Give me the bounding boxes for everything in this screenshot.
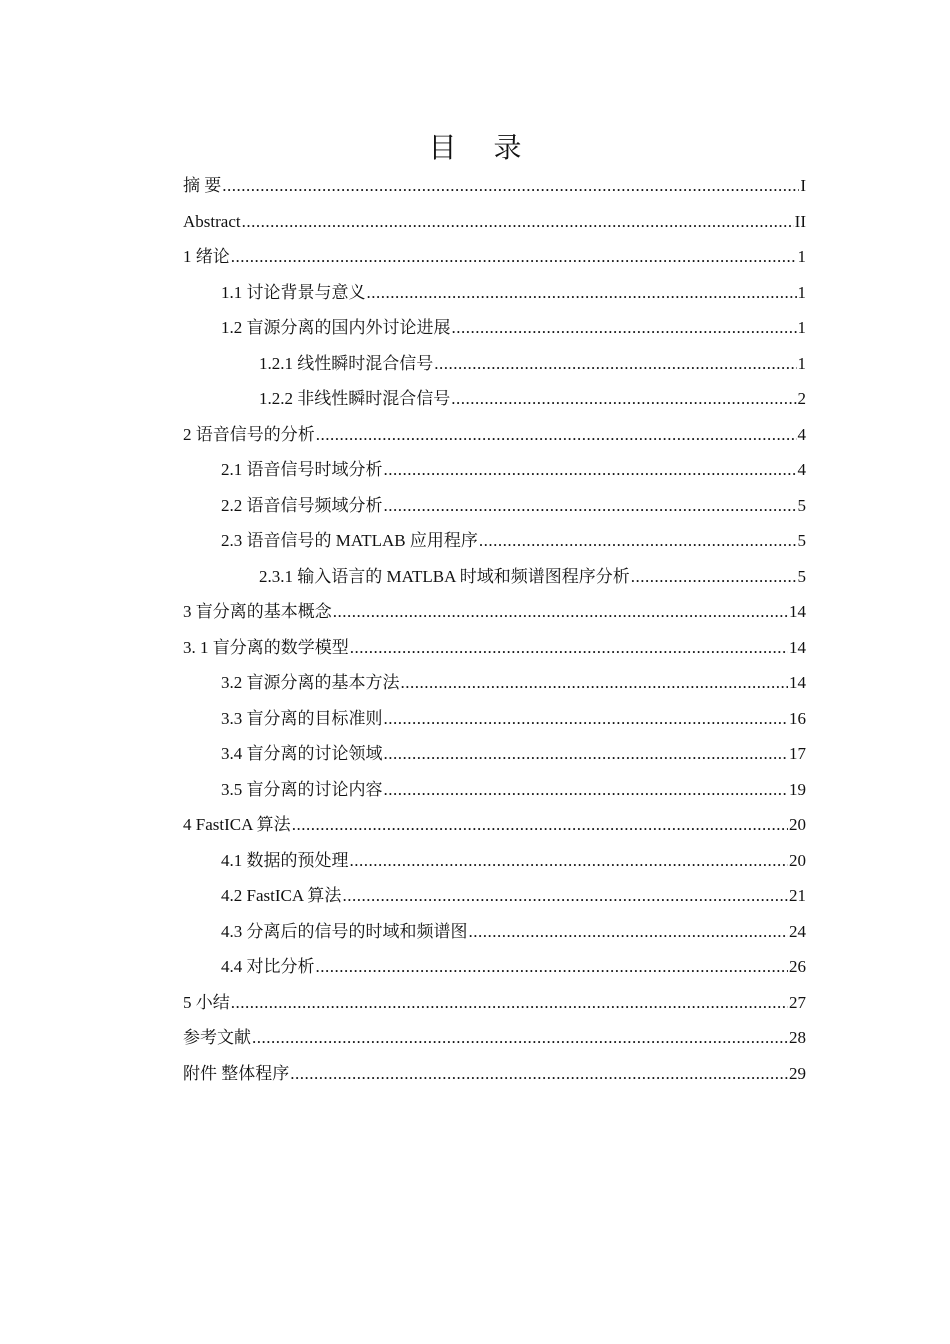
toc-entry-text: Abstract [183,211,241,231]
toc-entry-text: 2.3.1 输入语言的 MATLBA 时域和频谱图程序分析 [259,566,630,586]
toc-entry[interactable] [183,417,806,453]
toc-dot-leader [316,417,797,453]
toc-entry-page: 19 [789,779,806,799]
toc-entry-text: 3 盲分离的基本概念 [183,602,332,621]
toc-entry-text: 3.4 盲分离的讨论领域 [221,744,383,763]
toc-entry-text: 4.3 分离后的信号的时域和频谱图 [221,921,468,941]
toc-entry-page: I [800,176,806,195]
toc-entry-page: 1 [797,282,806,302]
toc-entry-page: II [794,211,806,231]
toc-dot-leader [451,381,796,417]
toc-entry-page: 5 [797,495,806,515]
toc-dot-leader [350,630,788,666]
toc-dot-leader [242,204,794,240]
toc-entry-text: 参考文献 [183,1028,251,1047]
toc-dot-leader [452,310,797,346]
toc-entry-page: 14 [789,602,806,621]
toc-entry[interactable] [183,346,806,382]
toc-entry-text: 1 绪论 [183,247,230,266]
toc-dot-leader [350,843,789,879]
toc-entry[interactable] [183,310,806,346]
toc-entry-text: 2 语音信号的分析 [183,424,315,444]
toc-entry[interactable] [183,914,806,950]
toc-entry-text: 3.3 盲分离的目标准则 [221,708,383,728]
toc-entry-text: 4 FastICA 算法 [183,815,291,834]
toc-dot-leader [384,701,789,737]
toc-entry[interactable] [183,736,806,772]
toc-entry-page: 14 [789,637,806,657]
toc-entry-page: 17 [789,744,806,763]
toc-entry-page: 5 [797,566,806,586]
toc-entry-text: 2.2 语音信号频域分析 [221,495,383,515]
toc-entry-text: 2.3 语音信号的 MATLAB 应用程序 [221,531,478,550]
toc-entry-text: 3.5 盲分离的讨论内容 [221,779,383,799]
toc-entry-text: 1.2.2 非线性瞬时混合信号 [259,389,451,408]
toc-dot-leader [222,168,799,204]
toc-dot-leader [384,736,789,772]
toc-entry[interactable] [183,452,806,488]
toc-entry-page: 24 [789,921,806,941]
toc-entry-text: 2.1 语音信号时域分析 [221,460,383,479]
toc-entry[interactable] [183,559,806,595]
toc-title: 目 录 [428,131,536,164]
toc-dot-leader [631,559,797,595]
toc-entry-page: 4 [797,424,806,444]
toc-entry-page: 29 [789,1063,806,1083]
toc-entry[interactable] [183,1020,806,1056]
toc-dot-leader [316,949,789,985]
toc-entry-text: 摘 要 [183,176,222,195]
toc-dot-leader [231,239,797,275]
toc-dot-leader [384,488,797,524]
toc-dot-leader [401,665,789,701]
toc-entry[interactable] [183,381,806,417]
toc-dot-leader [252,1020,788,1056]
toc-entry[interactable] [183,807,806,843]
toc-entry[interactable] [183,488,806,524]
toc-dot-leader [384,772,789,808]
toc-dot-leader [231,985,788,1021]
toc-dot-leader [290,1056,788,1092]
toc-entry-page: 28 [789,1028,806,1047]
toc-entry-text: 4.4 对比分析 [221,957,315,976]
toc-dot-leader [333,594,788,630]
toc-entry-text: 3. 1 盲分离的数学模型 [183,637,349,657]
toc-dot-leader [342,878,788,914]
toc-entry-text: 附件 整体程序 [183,1063,290,1083]
toc-entry-page: 14 [789,673,806,692]
toc-entry[interactable] [183,239,806,275]
toc-entry-page: 20 [789,815,806,834]
toc-entry-text: 1.2.1 线性瞬时混合信号 [259,353,434,373]
toc-dot-leader [367,275,797,311]
toc-entry-page: 20 [789,850,806,870]
toc-entry[interactable] [183,1056,806,1092]
toc-entry[interactable] [183,630,806,666]
toc-entry-page: 26 [789,957,806,976]
toc-entry[interactable] [183,594,806,630]
toc-dot-leader [384,452,797,488]
toc-entry-page: 1 [797,318,806,337]
toc-entry-text: 4.2 FastICA 算法 [221,886,342,905]
toc-entry-text: 1.1 讨论背景与意义 [221,282,366,302]
toc-entry-text: 3.2 盲源分离的基本方法 [221,673,400,692]
toc-entry-page: 21 [789,886,806,905]
toc-entry-page: 5 [797,531,806,550]
toc-entry[interactable] [183,275,806,311]
toc-entry-text: 5 小结 [183,992,230,1012]
toc-entry-page: 1 [797,353,806,373]
toc-entry-page: 27 [789,992,806,1012]
toc-dot-leader [292,807,788,843]
toc-entry[interactable] [183,985,806,1021]
toc-entry[interactable] [183,843,806,879]
toc-entry-page: 1 [797,247,806,266]
toc-entry[interactable] [183,701,806,737]
toc-dot-leader [469,914,789,950]
toc-entry-page: 16 [789,708,806,728]
toc-entry[interactable] [183,204,806,240]
toc-dot-leader [479,523,797,559]
toc-entry-text: 4.1 数据的预处理 [221,850,349,870]
toc-entry[interactable] [183,523,806,559]
toc-entry-text: 1.2 盲源分离的国内外讨论进展 [221,318,451,337]
toc-entry[interactable] [183,878,806,914]
toc-list [183,168,806,1091]
toc-dot-leader [434,346,796,382]
toc-entry[interactable] [183,168,806,204]
toc-entry-page: 4 [797,460,806,479]
toc-entry[interactable] [183,772,806,808]
toc-entry[interactable] [183,949,806,985]
toc-entry-page: 2 [797,389,806,408]
toc-entry[interactable] [183,665,806,701]
